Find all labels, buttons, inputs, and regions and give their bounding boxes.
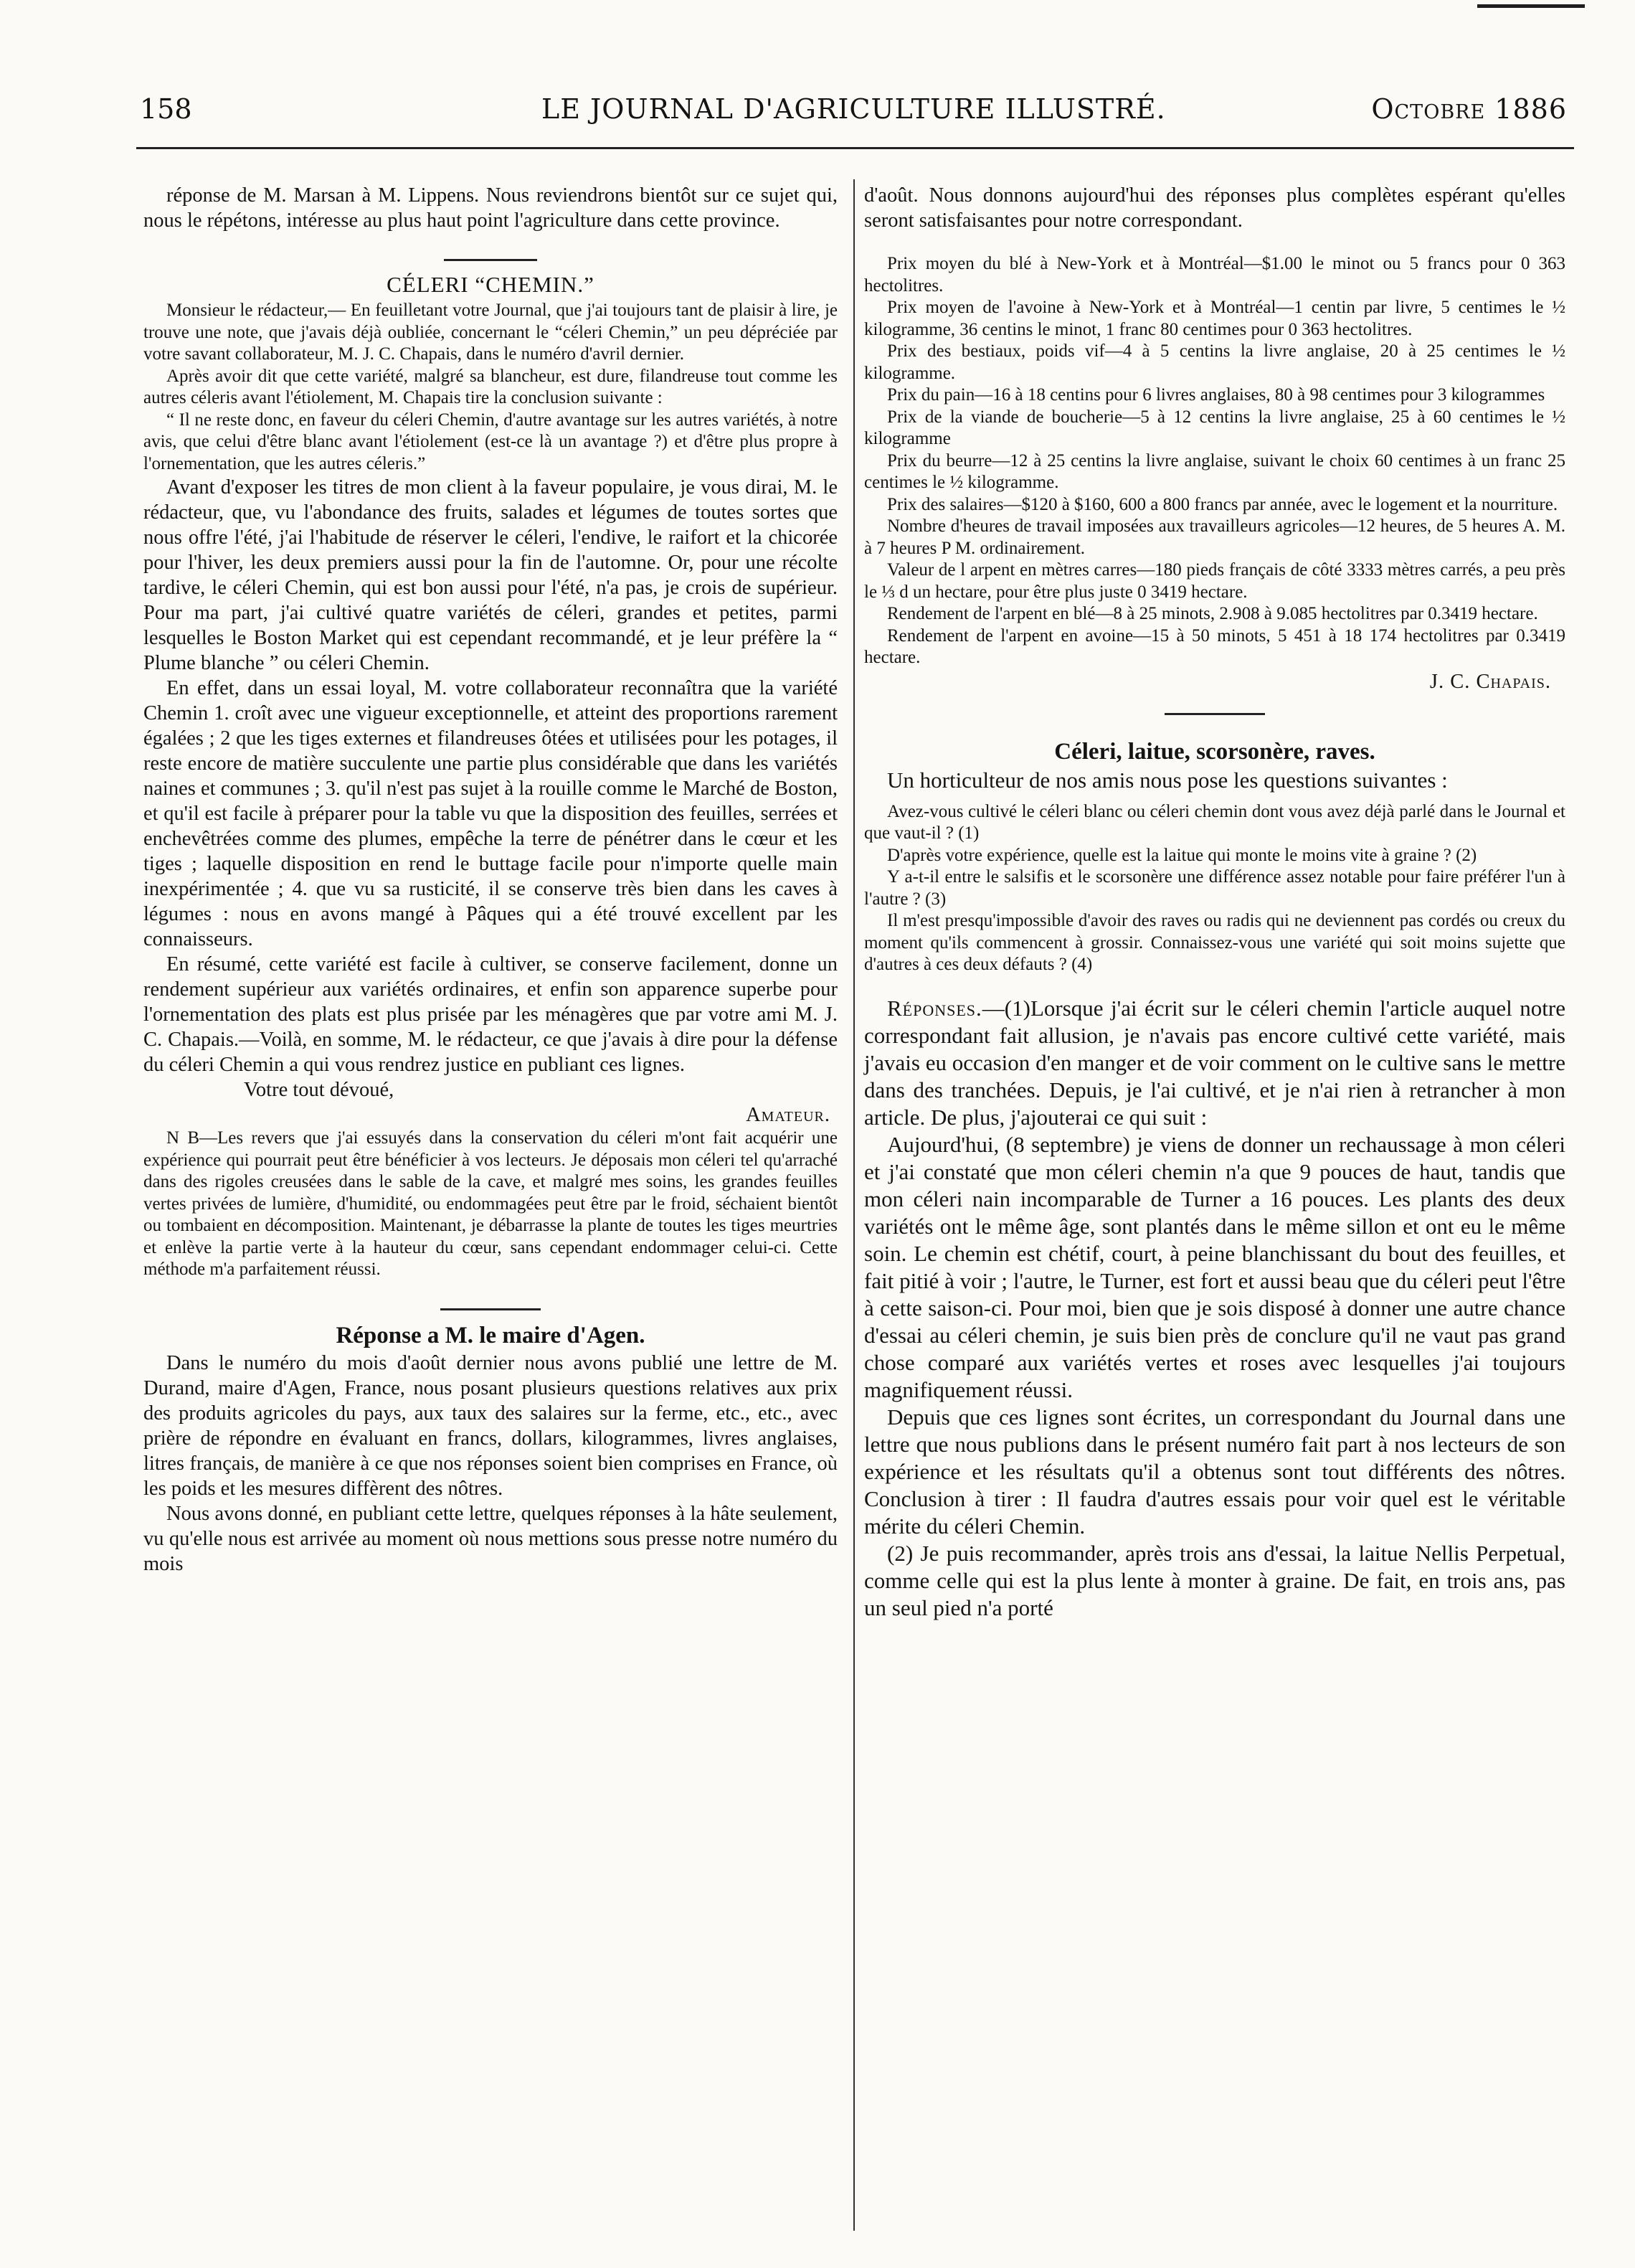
question-item: Y a-t-il entre le salsifis et le scorsonère une différence assez notable pour faire préférer l'un à l'autre ? (3) (864, 867, 1565, 909)
letter-paragraph: Monsieur le rédacteur,— En feuilletant votre Journal, que j'ai toujours tant de plaisir à lire, je trouve une note, que j'avais déjà oubliée, concernant le “céleri Chemin,” un peu dépréciée par votre savant collaborateur, M. J. C. Chapais, dans le numéro d'avril dernier. (143, 301, 838, 364)
issue-date: Octobre 1886 (1371, 93, 1567, 125)
question-item: D'après votre expérience, quelle est la laitue qui monte le moins vite à graine ? (2) (887, 845, 1477, 865)
reponses-paragraph (864, 995, 1565, 1131)
question-item: Il m'est presqu'impossible d'avoir des raves ou radis qui ne deviennent pas cordés ou creux du moment qu'ils commencent à grossir. Connaissez-vous une variété qui soit moins sujette que d'autres à ces deux défauts ? (4) (864, 911, 1565, 974)
reponses-text: —(1)Lorsque j'ai écrit sur le céleri chemin l'article auquel notre correspondant fait allusion, je n'avais pas encore cultivé cette variété, mais j'avais eu occasion d'en manger et de voir comment on le cultive sans le mettre dans des tranchées. Depuis, je l'ai cultivé, et je n'ai rien à retrancher à mon article. De plus, j'ajouterai ce qui suit : (864, 995, 1565, 1130)
letter-paragraph: Avant d'exposer les titres de mon client à la faveur populaire, je vous dirai, M. le rédacteur, que, vu l'abondance des fruits, salades et légumes de toutes sortes que nous offre l'été, j'ai l'habitude de réserver le céleri, l'endive, le raifort et la chicorée pour l'hiver, les deux premiers aussi pour la fin de l'automne. Or, pour une récolte tardive, le céleri Chemin, qui est bon aussi pour l'été, n'a pas, je crois de supérieur. Pour ma part, j'ai cultivé quatre variétés de céleri, grandes et petites, parmi lesquelles le Boston Market qui est cependant recommandé, et je leur préfère la “ Plume blanche ” ou céleri Chemin. (143, 476, 838, 674)
intro-paragraph: réponse de M. Marsan à M. Lippens. Nous reviendrons bientôt sur ce sujet qui, nous le répétons, intéresse au plus haut point l'agriculture dans cette province. (143, 184, 838, 232)
nota-bene: N B—Les revers que j'ai essuyés dans la conservation du céleri m'ont fait acquérir une expérience qui pourrait peut être bénéficier à vos lecteurs. Je déposais mon céleri tel qu'arraché dans des rigoles creusées dans le sable de la cave, et malgré mes soins, les grandes feuilles vertes privées de lumière, d'humidité, ou endommagées peut être par le froid, séchaient bientôt ou tombaient en décomposition. Maintenant, je débarrasse la plante de toutes les tiges meurtries et enlève la partie verte à la hauteur du cœur, sans cependant endommager celui-ci. Cette méthode m'a parfaitement réussi. (143, 1128, 838, 1279)
letter-paragraph: Après avoir dit que cette variété, malgré sa blancheur, est dure, filandreuse tout comme les autres céleris avant l'étiolement, M. Chapais tire la conclusion suivante : (143, 366, 838, 407)
price-item: Valeur de l arpent en mètres carres—180 pieds français de côté 3333 mètres carrés, a peu près le ⅓ d un hectare, pour être plus juste 0 3419 hectare. (864, 560, 1565, 602)
chapais-signature: J. C. Chapais. (1429, 670, 1551, 693)
left-column (143, 183, 838, 1577)
price-item: Prix moyen du blé à New-York et à Montréal—$1.00 le minot ou 5 francs pour 0 363 hectolitres. (864, 254, 1565, 296)
reponses-paragraph: (2) Je puis recommander, après trois ans d'essai, la laitue Nellis Perpetual, comme celle qui est la plus lente à monter à graine. De fait, en trois ans, pas un seul pied n'a porté (864, 1540, 1565, 1620)
page-number: 158 (140, 93, 192, 125)
question-item: Avez-vous cultivé le céleri blanc ou céleri chemin dont vous avez déjà parlé dans le Journal et que vaut-il ? (1) (864, 801, 1565, 843)
column-divider (853, 179, 855, 2231)
price-item: Prix du pain—16 à 18 centins pour 6 livres anglaises, 80 à 98 centimes pour 3 kilogrammes (887, 385, 1545, 405)
letter-quote: “ Il ne reste donc, en faveur du céleri Chemin, d'autre avantage sur les autres variétés, à notre avis, que celui d'être blanc avant l'étiolement (est-ce là un avantage ?) et d'être plus propre à l'ornementation, que les autres céleris.” (143, 410, 838, 473)
letter-signature: Amateur. (746, 1104, 830, 1126)
price-list (864, 253, 1565, 669)
celeri-chemin-title: CÉLERI “CHEMIN.” (387, 272, 594, 297)
price-item: Prix de la viande de boucherie—5 à 12 centins la livre anglaise, 25 à 60 centimes le ½ kilogramme (864, 407, 1565, 448)
agen-paragraph: Nous avons donné, en publiant cette lettre, quelques réponses à la hâte seulement, vu qu'elle nous est arrivée au moment où nous mettions sous presse notre numéro du mois (143, 1502, 838, 1575)
continuation-paragraph: d'août. Nous donnons aujourd'hui des réponses plus complètes espérant qu'elles seront satisfaisantes pour notre correspondant. (864, 184, 1565, 232)
letter-closing: Votre tout dévoué, (244, 1079, 394, 1101)
price-item: Rendement de l'arpent en blé—8 à 25 minots, 2.908 à 9.085 hectolitres par 0.3419 hectare. (887, 604, 1538, 623)
reponses-paragraph: Depuis que ces lignes sont écrites, un correspondant du Journal dans une lettre que nous publions dans le présent numéro fait part à nos lecteurs de son expérience et les résultats qu'il a obtenus sont tout différents des nôtres. Conclusion à tirer : Il faudra d'autres essais pour voir quel est le véritable mérite du céleri Chemin. (864, 1404, 1565, 1539)
questions-title: Céleri, laitue, scorsonère, raves. (1054, 738, 1375, 765)
reponses-paragraph: Aujourd'hui, (8 septembre) je viens de donner un rechaussage à mon céleri et j'ai constaté que mon céleri chemin n'a que 9 pouces de haut, tandis que mon céleri nain incomparable de Turner a 16 pouces. Les plants des deux variétés ont le même âge, sont plantés dans le même sillon et ont eu le même soin. Le chemin est chétif, court, à peine blanchissant du bout des feuilles, et fait pitié à voir ; l'autre, le Turner, est fort et aussi beau que du céleri peut l'être à cette saison-ci. Pour moi, bien que je sois disposé à donner une autre chance d'essai au céleri chemin, je suis bien près de conclure qu'il ne vaut pas grand chose comparé aux variétés vertes et roses avec lesquelles j'ai toujours magnifiquement réussi. (864, 1131, 1565, 1402)
page-header (140, 93, 1567, 136)
price-item: Prix du beurre—12 à 25 centins la livre anglaise, suivant le choix 60 centimes à un franc 25 centimes le ½ kilogramme. (864, 450, 1565, 492)
corner-mark (1477, 4, 1585, 8)
price-item: Prix moyen de l'avoine à New-York et à Montréal—1 centin par livre, 5 centimes le ½ kilogramme, 36 centins le minot, 1 franc 80 centimes pour 0 363 hectolitres. (864, 298, 1565, 339)
price-item: Prix des bestiaux, poids vif—4 à 5 centins la livre anglaise, 20 à 25 centimes le ½ kilogramme. (864, 341, 1565, 383)
agen-paragraph: Dans le numéro du mois d'août dernier nous avons publié une lettre de M. Durand, maire d'Agen, France, nous posant plusieurs questions relatives aux prix des produits agricoles du pays, aux taux des salaires sur la ferme, etc., etc., avec prière de répondre en évaluant en francs, dollars, kilogrammes, livres anglaises, litres français, de manière à ce que nos réponses soient bien comprises en France, où les poids et les mesures diffèrent des nôtres. (143, 1351, 838, 1500)
header-rule (136, 147, 1574, 149)
letter-paragraph: En résumé, cette variété est facile à cultiver, se conserve facilement, donne un rendement supérieur aux variétés ordinaires, et enfin son apparence superbe pour l'ornementation des plats est plus prisée par les ménagères que par votre ami M. J. C. Chapais.—Voilà, en somme, M. le rédacteur, ce que j'avais à dire pour la défense du céleri Chemin a qui vous rendrez justice en publiant ces lignes. (143, 953, 838, 1076)
price-item: Prix des salaires—$120 à $160, 600 a 800 francs par année, avec le logement et la nourriture. (887, 494, 1558, 514)
price-item: Rendement de l'arpent en avoine—15 à 50 minots, 5 451 à 18 174 hectolitres par 0.3419 hectare. (864, 625, 1565, 667)
journal-title: LE JOURNAL D'AGRICULTURE ILLUSTRÉ. (541, 93, 1166, 125)
reponses-label: Réponses. (887, 995, 982, 1021)
agen-title: Réponse a M. le maire d'Agen. (336, 1322, 645, 1348)
celeri-letter (143, 300, 838, 475)
questions-intro: Un horticulteur de nos amis nous pose les questions suivantes : (887, 767, 1448, 793)
price-item: Nombre d'heures de travail imposées aux travailleurs agricoles—12 heures, de 5 heures A. M. à 7 heures P M. ordinairement. (864, 516, 1565, 558)
letter-paragraph: En effet, dans un essai loyal, M. votre collaborateur reconnaîtra que la variété Chemin 1. croît avec une vigueur exceptionnelle, et atteint des proportions rarement égalées ; 2 que les tiges externes et filandreuses ôtées et utilisées pour les potages, il reste encore de matière succulente une partie plus considérable que dans les variétés naines et communes ; 3. qu'il n'est pas sujet à la rouille comme le Marché de Boston, et qu'il est facile à préparer pour la table vu que la disposition des feuilles, serrées et enchevêtrées comme des plumes, empêche la terre de pénétrer dans le cœur et les tiges ; laquelle disposition en rend le buttage facile pour n'importe quelle main inexpérimentée ; 4. que vu sa rusticité, il se conserve très bien dans les caves à légumes : nous en avons mangé à Pâques qui a été trouvé excellent par les connaisseurs. (143, 677, 838, 950)
question-list (864, 801, 1565, 976)
right-column (864, 183, 1565, 1622)
